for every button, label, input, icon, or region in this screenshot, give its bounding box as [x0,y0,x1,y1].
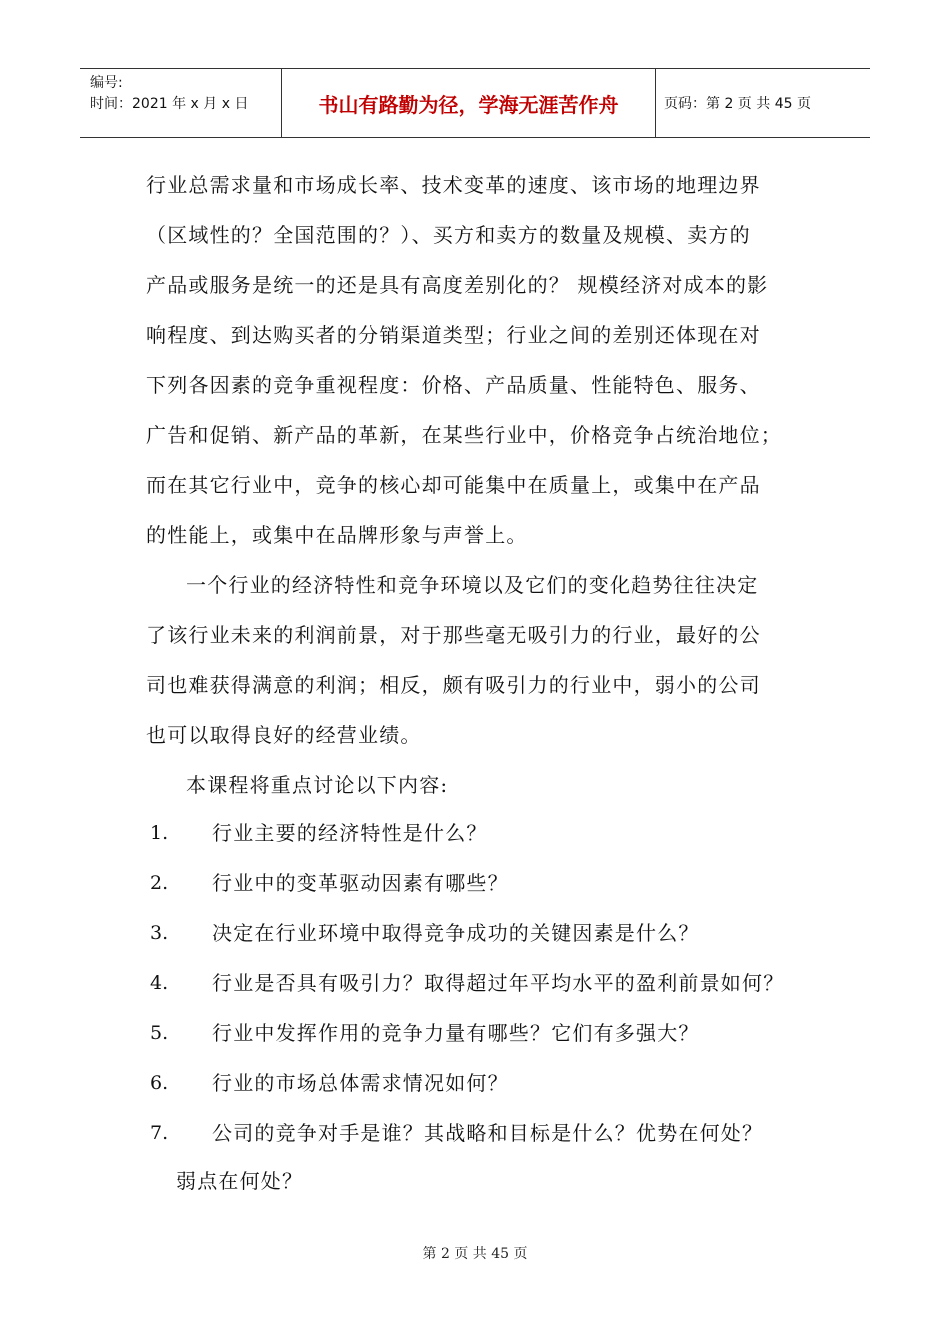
list-item-text: 决定在行业环境中取得竞争成功的关键因素是什么？ [212,921,700,945]
list-item-number: 4. [150,972,169,994]
list-item-text: 行业中的变革驱动因素有哪些？ [212,871,509,895]
list-item-continuation: 弱点在何处？ [176,1169,304,1193]
list-item-text: 行业中发挥作用的竞争力量有哪些？它们有多强大？ [212,1021,700,1045]
list-item-text: 行业是否具有吸引力？取得超过年平均水平的盈利前景如何？ [212,971,785,995]
header-motto: 书山有路勤为径，学海无涯苦作舟 [282,69,656,137]
paragraph2-line: 了该行业未来的利润前景，对于那些毫无吸引力的行业，最好的公 [146,623,761,647]
paragraph1-line: 广告和促销、新产品的革新，在某些行业中，价格竞争占统治地位； [146,423,782,447]
paragraph1-line: 下列各因素的竞争重视程度：价格、产品质量、性能特色、服务、 [146,373,761,397]
paragraph1-line: 产品或服务是统一的还是具有高度差别化的？ 规模经济对成本的影 [146,273,769,297]
header-time-label: 时间：2021 年 x 月 x 日 [90,96,249,112]
list-item-number: 5. [150,1022,169,1044]
list-item-number: 7. [150,1122,169,1144]
list-intro: 本课程将重点讨论以下内容: [186,773,449,797]
header-page-info: 页码：第 2 页 共 45 页 [664,96,811,112]
paragraph1-line: 行业总需求量和市场成长率、技术变革的速度、该市场的地理边界 [146,173,761,197]
list-item-number: 6. [150,1072,169,1094]
paragraph2-line: 也可以取得良好的经营业绩。 [146,723,422,747]
list-item-text: 行业主要的经济特性是什么？ [212,821,488,845]
list-item-number: 1. [150,822,169,844]
header-meta [80,69,282,137]
paragraph2-line: 一个行业的经济特性和竞争环境以及它们的变化趋势往往决定 [186,573,759,597]
list-item-text: 公司的竞争对手是谁？其战略和目标是什么？优势在何处？ [212,1121,764,1145]
paragraph1-line: 响程度、到达购买者的分销渠道类型；行业之间的差别还体现在对 [146,323,761,347]
paragraph1-line: 的性能上，或集中在品牌形象与声誉上。 [146,523,528,547]
paragraph1-line: （区域性的？全国范围的？）、买方和卖方的数量及规模、卖方的 [146,223,751,247]
list-item-number: 2. [150,872,169,894]
list-item-text: 行业的市场总体需求情况如何？ [212,1071,509,1095]
header-code-label: 编号: [90,75,123,91]
list-item-number: 3. [150,922,169,944]
page-footer: 第 2 页 共 45 页 [422,1246,528,1262]
paragraph2-line: 司也难获得满意的利润；相反，颇有吸引力的行业中，弱小的公司 [146,673,761,697]
paragraph1-line: 而在其它行业中，竞争的核心却可能集中在质量上，或集中在产品 [146,473,761,497]
page-header [80,68,870,138]
